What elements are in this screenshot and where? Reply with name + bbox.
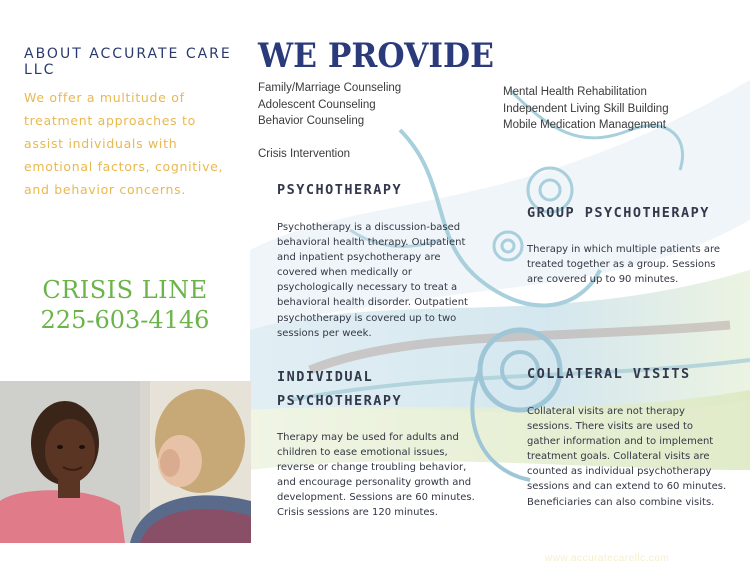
service-item: Crisis Intervention xyxy=(258,147,351,160)
service-item: Adolescent Counseling xyxy=(258,98,376,111)
psychotherapy-body: Psychotherapy is a discussion-based behavioral health therapy. Outpatient and inpatient psychotherapy are covered when medically or psychologically necessary to treat a behavioral health disorder. Outpatient psychotherapy is covered up to two sessions per week. xyxy=(277,222,468,339)
group-psychotherapy-title: GROUP PSYCHOTHERAPY xyxy=(527,205,710,221)
service-item: Mental Health Rehabilitation xyxy=(503,86,647,98)
about-description: We offer a multitude of treatment approaches to assist individuals with emotional factors, cognitive, and behavior concerns. xyxy=(24,90,224,197)
services-list-right xyxy=(503,84,743,134)
about-title: ABOUT ACCURATE CARE LLC xyxy=(24,46,232,78)
individual-psychotherapy-body: Therapy may be used for adults and children to ease emotional issues, reverse or change troubling behavior, and encourage personality growth and development. Sessions are 60 minutes. Crisis sessions are 120 minutes. xyxy=(277,432,475,519)
service-item: Independent Living Skill Building xyxy=(503,102,669,115)
website-link[interactable]: www.accuratecarellc.com xyxy=(545,553,670,564)
services-list-left xyxy=(258,80,498,162)
service-item: Mobile Medication Management xyxy=(503,119,667,131)
counseling-photo xyxy=(0,381,251,543)
psychotherapy-title: PSYCHOTHERAPY xyxy=(277,182,403,198)
collateral-visits-body: Collateral visits are not therapy sessions. There visits are used to gather information and to implement treatment goals. Collateral visits are counted as individual psychotherapy sessions and can extend to 60 minutes. Beneficiaries can also combine visits. xyxy=(527,406,727,508)
service-item: Family/Marriage Counseling xyxy=(258,82,402,94)
we-provide-heading: WE PROVIDE xyxy=(258,36,494,76)
individual-psychotherapy-title: INDIVIDUAL PSYCHOTHERAPY xyxy=(277,369,403,409)
crisis-line-phone[interactable]: 225-603-4146 xyxy=(40,306,210,334)
group-psychotherapy-body: Therapy in which multiple patients are treated together as a group. Sessions are covered up to 90 minutes. xyxy=(527,244,721,286)
collateral-visits-title: COLLATERAL VISITS xyxy=(527,366,691,382)
crisis-line-title: CRISIS LINE xyxy=(42,276,208,304)
service-item: Behavior Counseling xyxy=(258,115,365,127)
